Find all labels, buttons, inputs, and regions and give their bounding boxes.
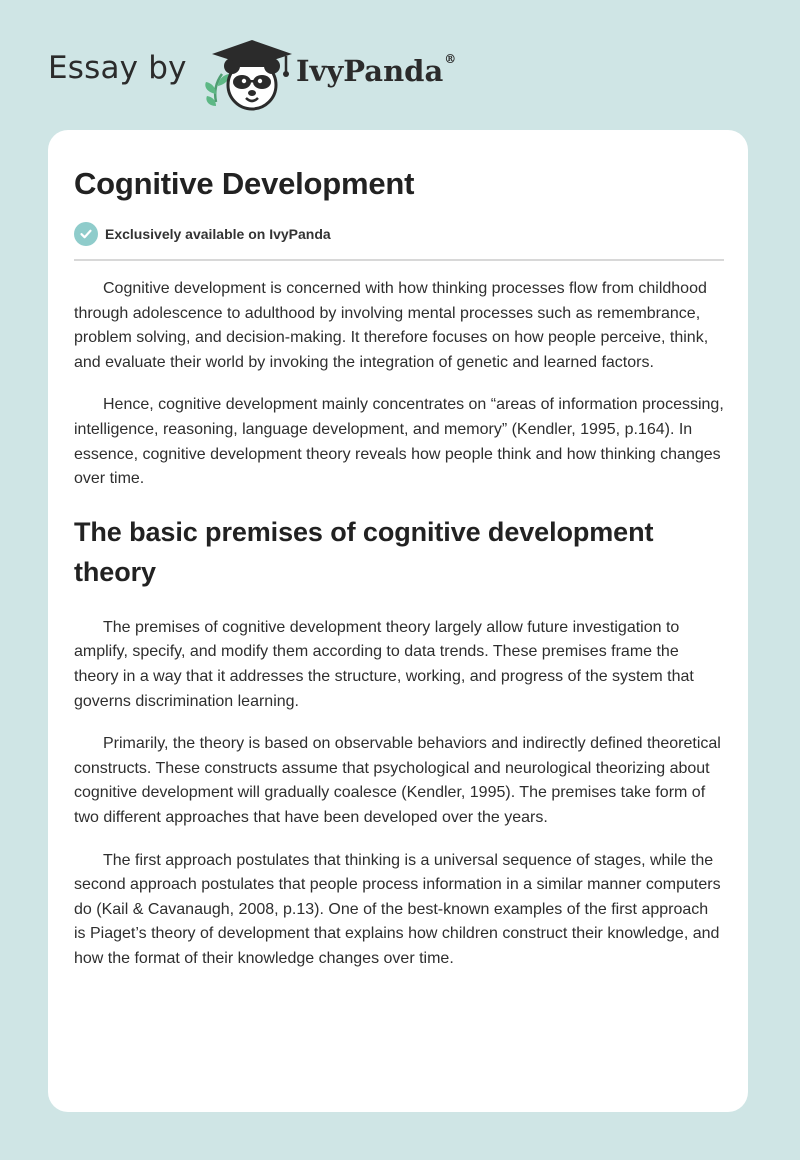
check-circle-icon [74, 222, 98, 246]
exclusive-badge [74, 222, 724, 246]
paragraph: The premises of cognitive development theory largely allow future investigation to amplify, specify, and modify them according to data trends. These premises frame the theory in a way that it addresses the structure, working, and progress of the system that governs discrimination learning. [74, 618, 694, 710]
paragraph: Primarily, the theory is based on observable behaviors and indirectly defined theoretical constructs. These constructs assume that psychological and neurological theorizing about cognitive development will gradually coalesce (Kendler, 1995). The premises take form of two different approaches that have been developed over the years. [74, 735, 721, 826]
brand-name[interactable]: IvyPanda® [296, 52, 457, 88]
paragraph: Hence, cognitive development mainly concentrates on “areas of information processing, intelligence, reasoning, language development, and memory” (Kendler, 1995, p.164). In essence, cognitive development theory reveals how people think and how thinking changes over time. [74, 396, 724, 488]
page-title: Cognitive Development [74, 166, 415, 201]
brand-header [48, 36, 478, 112]
section-heading: The basic premises of cognitive development theory [74, 516, 654, 587]
divider [74, 259, 724, 261]
essay-content [74, 164, 724, 971]
essay-card [48, 130, 748, 1112]
panda-logo-icon[interactable] [202, 36, 294, 112]
paragraph: The first approach postulates that thinking is a universal sequence of stages, while the second approach postulates that people process information in a similar manner computers do (Kail & Cavanaugh, 2008, p.13). One of the best-known examples of the first approach is Piaget’s theory of development that explains how children construct their knowledge, and how the format of their knowledge changes over time. [74, 851, 721, 967]
brand-prefix: Essay by [48, 50, 187, 86]
registered-mark: ® [444, 52, 457, 66]
paragraph: Cognitive development is concerned with how thinking processes flow from childhood through adolescence to adulthood by involving mental processes such as remembrance, problem solving, and decision-making. It therefore focuses on how people perceive, think, and evaluate their world by invoking the integration of genetic and learned factors. [74, 280, 709, 371]
leaf-icon [205, 74, 229, 106]
exclusive-badge-text: Exclusively available on IvyPanda [105, 226, 331, 242]
